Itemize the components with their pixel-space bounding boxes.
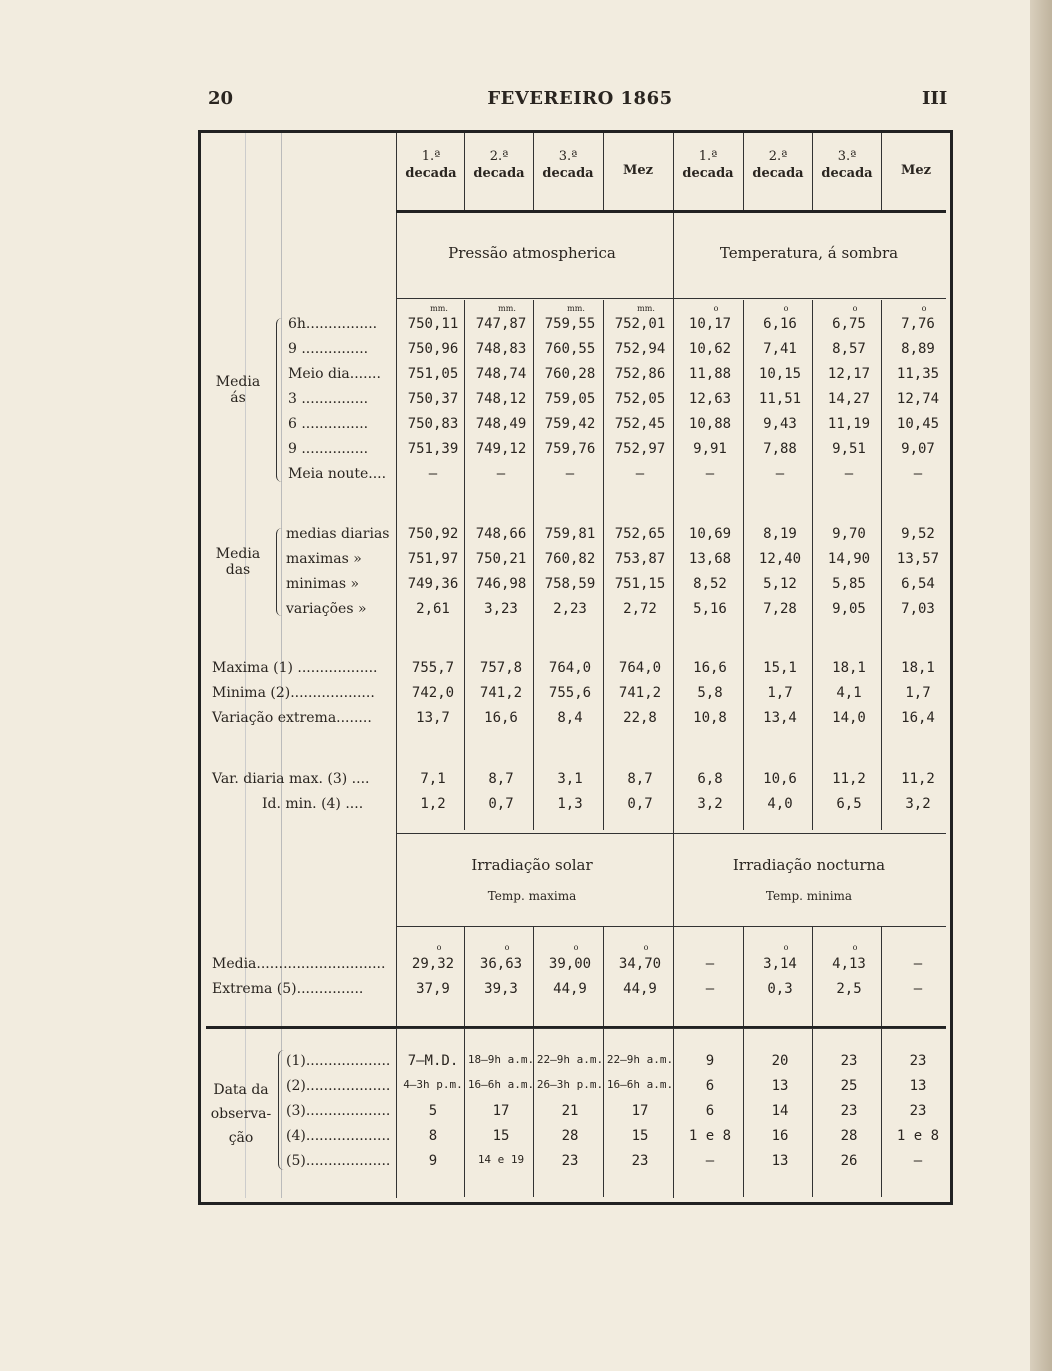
table-cell: 755,7 <box>411 660 455 676</box>
table-cell: 755,6 <box>548 685 592 701</box>
table-cell: 3,1 <box>557 771 583 787</box>
table-cell: 757,8 <box>479 660 523 676</box>
table-cell: 10,8 <box>693 710 727 726</box>
table-cell: 23 <box>840 1053 858 1069</box>
row-label: Extrema (5)............... <box>212 981 364 997</box>
table-cell: 6 <box>705 1078 715 1094</box>
table-cell: 13 <box>771 1078 789 1094</box>
table-cell: — <box>913 1153 923 1169</box>
table-cell: 18–9h a.m. <box>467 1053 535 1066</box>
table-cell: 2,72 <box>623 601 657 617</box>
row-label: 9 ............... <box>288 341 369 357</box>
table-cell: 751,05 <box>407 366 459 382</box>
table-cell: 21 <box>561 1103 579 1119</box>
table-cell: 10,15 <box>758 366 802 382</box>
section-rule <box>396 833 946 834</box>
row-label: 6h................ <box>288 316 378 332</box>
group-label: Media das <box>215 546 261 578</box>
table-cell: — <box>496 466 506 482</box>
table-cell: 9,05 <box>832 601 866 617</box>
unit-label: mm. <box>567 304 585 313</box>
page-title: FEVEREIRO 1865 <box>487 88 673 109</box>
table-cell: 11,51 <box>758 391 802 407</box>
table-cell: 5,85 <box>832 576 866 592</box>
table-cell: 13,57 <box>896 551 940 567</box>
unit-label: o <box>921 304 927 313</box>
row-label: minimas » <box>286 576 360 592</box>
table-cell: 10,88 <box>688 416 732 432</box>
table-cell: 11,35 <box>896 366 940 382</box>
section-rule <box>396 926 946 927</box>
table-cell: 7–M.D. <box>407 1053 459 1069</box>
row-label: Meia noute.... <box>288 466 387 482</box>
table-cell: 752,65 <box>614 526 666 542</box>
table-cell: 23 <box>561 1153 579 1169</box>
table-cell: 9 <box>428 1153 438 1169</box>
table-cell: 23 <box>909 1103 927 1119</box>
table-cell: 7,41 <box>763 341 797 357</box>
row-label: Var. diaria max. (3) .... <box>212 771 370 787</box>
table-cell: — <box>705 981 715 997</box>
table-cell: 14,27 <box>827 391 871 407</box>
row-label: (2)................... <box>286 1078 391 1094</box>
table-cell: 3,2 <box>697 796 723 812</box>
table-cell: 0,7 <box>627 796 653 812</box>
column-header: 2.ª decada <box>752 149 804 181</box>
row-label: (3)................... <box>286 1103 391 1119</box>
table-cell: 16–6h a.m. <box>467 1078 535 1091</box>
table-cell: 3,2 <box>905 796 931 812</box>
column-header: 2.ª decada <box>473 149 525 181</box>
table-cell: 16,6 <box>484 710 518 726</box>
table-cell: 10,62 <box>688 341 732 357</box>
table-cell: 8,19 <box>763 526 797 542</box>
table-cell: 4,0 <box>767 796 793 812</box>
table-cell: 8,7 <box>627 771 653 787</box>
section-number: III <box>922 88 948 109</box>
unit-label: mm. <box>637 304 655 313</box>
table-cell: 22–9h a.m. <box>606 1053 674 1066</box>
table-cell: 4–3h p.m. <box>403 1078 463 1091</box>
table-cell: 16 <box>771 1128 789 1144</box>
table-cell: 2,61 <box>416 601 450 617</box>
column-header: 1.ª decada <box>405 149 457 181</box>
table-cell: 5,8 <box>697 685 723 701</box>
table-cell: 39,00 <box>548 956 592 972</box>
table-cell: 751,15 <box>614 576 666 592</box>
table-cell: 3,23 <box>484 601 518 617</box>
table-cell: 14,90 <box>827 551 871 567</box>
table-cell: 6,75 <box>832 316 866 332</box>
table-cell: 11,88 <box>688 366 732 382</box>
table-cell: 12,17 <box>827 366 871 382</box>
table-cell: — <box>428 466 438 482</box>
table-cell: 9,43 <box>763 416 797 432</box>
unit-label: o <box>573 943 579 952</box>
group-header: Irradiação solar <box>471 856 593 874</box>
table-cell: 748,49 <box>475 416 527 432</box>
table-cell: 750,37 <box>407 391 459 407</box>
row-label: 6 ............... <box>288 416 369 432</box>
group-label: Data da observa- ção <box>210 1082 272 1146</box>
column-header: Mez <box>622 163 654 178</box>
table-cell: 12,63 <box>688 391 732 407</box>
table-cell: 760,28 <box>544 366 596 382</box>
table-cell: 10,45 <box>896 416 940 432</box>
unit-label: o <box>783 304 789 313</box>
table-cell: 752,94 <box>614 341 666 357</box>
table-cell: 17 <box>631 1103 649 1119</box>
group-label: Media ás <box>215 374 261 406</box>
section-rule <box>396 1028 946 1029</box>
table-cell: 23 <box>909 1053 927 1069</box>
group-header: Temperatura, á sombra <box>719 244 899 262</box>
table-cell: 750,92 <box>407 526 459 542</box>
table-cell: 16,4 <box>901 710 935 726</box>
table-cell: 741,2 <box>618 685 662 701</box>
row-label: 3 ............... <box>288 391 369 407</box>
table-cell: 7,76 <box>901 316 935 332</box>
unit-label: o <box>852 304 858 313</box>
table-cell: 753,87 <box>614 551 666 567</box>
page-edge <box>1030 0 1052 1371</box>
table-cell: 39,3 <box>484 981 518 997</box>
unit-label: o <box>436 943 442 952</box>
table-cell: 749,36 <box>407 576 459 592</box>
row-label: Media............................. <box>212 956 386 972</box>
table-cell: 0,7 <box>488 796 514 812</box>
table-cell: 748,12 <box>475 391 527 407</box>
table-cell: 9,51 <box>832 441 866 457</box>
column-header: Mez <box>900 163 932 178</box>
table-cell: 748,66 <box>475 526 527 542</box>
column-header: 3.ª decada <box>542 149 594 181</box>
table-cell: 750,83 <box>407 416 459 432</box>
table-cell: 10,69 <box>688 526 732 542</box>
table-cell: 750,21 <box>475 551 527 567</box>
table-cell: 11,2 <box>832 771 866 787</box>
row-label: Minima (2)................... <box>212 685 375 701</box>
table-cell: 5 <box>428 1103 438 1119</box>
unit-label: o <box>783 943 789 952</box>
table-cell: 12,40 <box>758 551 802 567</box>
table-cell: 6 <box>705 1103 715 1119</box>
table-cell: 4,13 <box>832 956 866 972</box>
table-cell: 18,1 <box>832 660 866 676</box>
row-label: 9 ............... <box>288 441 369 457</box>
table-cell: — <box>913 981 923 997</box>
table-cell: 8,52 <box>693 576 727 592</box>
table-cell: 5,12 <box>763 576 797 592</box>
unit-label: mm. <box>430 304 448 313</box>
table-cell: 748,83 <box>475 341 527 357</box>
table-cell: 741,2 <box>479 685 523 701</box>
table-cell: — <box>635 466 645 482</box>
table-cell: 749,12 <box>475 441 527 457</box>
table-cell: 750,11 <box>407 316 459 332</box>
table-cell: 7,1 <box>420 771 446 787</box>
table-cell: 9 <box>705 1053 715 1069</box>
table-cell: 15 <box>631 1128 649 1144</box>
table-cell: 10,17 <box>688 316 732 332</box>
unit-label: o <box>504 943 510 952</box>
table-cell: 26 <box>840 1153 858 1169</box>
table-cell: 6,8 <box>697 771 723 787</box>
table-cell: 12,74 <box>896 391 940 407</box>
table-cell: 751,39 <box>407 441 459 457</box>
table-cell: 11,19 <box>827 416 871 432</box>
row-label: maximas » <box>286 551 362 567</box>
table-cell: 16,6 <box>693 660 727 676</box>
table-cell: 1,2 <box>420 796 446 812</box>
table-cell: 14 e 19 <box>477 1153 525 1166</box>
table-cell: 8,57 <box>832 341 866 357</box>
table-cell: 759,76 <box>544 441 596 457</box>
table-cell: 37,9 <box>416 981 450 997</box>
table-cell: 1,7 <box>767 685 793 701</box>
table-cell: 750,96 <box>407 341 459 357</box>
table-cell: 9,70 <box>832 526 866 542</box>
table-cell: 5,16 <box>693 601 727 617</box>
brace-bracket <box>276 318 285 482</box>
unit-label: mm. <box>498 304 516 313</box>
table-cell: 13 <box>771 1153 789 1169</box>
table-cell: 7,03 <box>901 601 935 617</box>
table-cell: 4,1 <box>836 685 862 701</box>
table-cell: 746,98 <box>475 576 527 592</box>
table-cell: 759,55 <box>544 316 596 332</box>
table-cell: 2,5 <box>836 981 862 997</box>
table-cell: 8,7 <box>488 771 514 787</box>
table-cell: 8 <box>428 1128 438 1144</box>
table-cell: 0,3 <box>767 981 793 997</box>
table-cell: 34,70 <box>618 956 662 972</box>
table-cell: 29,32 <box>411 956 455 972</box>
table-cell: 764,0 <box>548 660 592 676</box>
table-cell: 14,0 <box>832 710 866 726</box>
table-cell: 23 <box>631 1153 649 1169</box>
row-label: Variação extrema........ <box>212 710 372 726</box>
page-header <box>0 88 1030 112</box>
table-cell: 9,91 <box>693 441 727 457</box>
table-cell: 751,97 <box>407 551 459 567</box>
table-cell: 764,0 <box>618 660 662 676</box>
table-cell: 6,16 <box>763 316 797 332</box>
table-cell: 26–3h p.m. <box>536 1078 604 1091</box>
column-rule <box>396 133 397 1198</box>
column-header: 1.ª decada <box>682 149 734 181</box>
table-cell: 760,82 <box>544 551 596 567</box>
table-cell: 6,54 <box>901 576 935 592</box>
unit-label: o <box>713 304 719 313</box>
table-cell: 28 <box>840 1128 858 1144</box>
table-cell: 748,74 <box>475 366 527 382</box>
table-cell: 17 <box>492 1103 510 1119</box>
table-cell: 18,1 <box>901 660 935 676</box>
table-cell: 8,89 <box>901 341 935 357</box>
table-cell: 6,5 <box>836 796 862 812</box>
table-cell: — <box>705 956 715 972</box>
table-cell: — <box>913 956 923 972</box>
group-header: Irradiação nocturna <box>732 856 886 874</box>
table-cell: 36,63 <box>479 956 523 972</box>
table-cell: 752,45 <box>614 416 666 432</box>
table-cell: 1 e 8 <box>688 1128 732 1144</box>
table-cell: 752,01 <box>614 316 666 332</box>
table-cell: 752,97 <box>614 441 666 457</box>
table-cell: 752,05 <box>614 391 666 407</box>
row-label: Id. min. (4) .... <box>262 796 364 812</box>
row-label: medias diarias <box>286 526 390 542</box>
table-cell: 22,8 <box>623 710 657 726</box>
table-cell: 28 <box>561 1128 579 1144</box>
table-cell: 1 e 8 <box>896 1128 940 1144</box>
table-cell: 9,52 <box>901 526 935 542</box>
table-cell: 15 <box>492 1128 510 1144</box>
group-subheader: Temp. maxima <box>487 889 577 903</box>
table-cell: 13 <box>909 1078 927 1094</box>
table-cell: 11,2 <box>901 771 935 787</box>
data-table <box>198 130 953 1205</box>
table-cell: — <box>565 466 575 482</box>
row-label: variações » <box>286 601 367 617</box>
row-label: (5)................... <box>286 1153 391 1169</box>
table-cell: 758,59 <box>544 576 596 592</box>
table-cell: 742,0 <box>411 685 455 701</box>
row-label: Meio dia....... <box>288 366 381 382</box>
table-cell: 16–6h a.m. <box>606 1078 674 1091</box>
table-cell: 760,55 <box>544 341 596 357</box>
table-cell: 20 <box>771 1053 789 1069</box>
table-cell: 9,07 <box>901 441 935 457</box>
row-label: (1)................... <box>286 1053 391 1069</box>
table-cell: 13,4 <box>763 710 797 726</box>
table-cell: 13,68 <box>688 551 732 567</box>
table-cell: 2,23 <box>553 601 587 617</box>
table-cell: 759,42 <box>544 416 596 432</box>
table-cell: 8,4 <box>557 710 583 726</box>
unit-label: o <box>852 943 858 952</box>
table-cell: 10,6 <box>763 771 797 787</box>
table-cell: 13,7 <box>416 710 450 726</box>
table-cell: 23 <box>840 1103 858 1119</box>
table-cell: 7,28 <box>763 601 797 617</box>
table-cell: 14 <box>771 1103 789 1119</box>
table-cell: 44,9 <box>623 981 657 997</box>
row-label: Maxima (1) .................. <box>212 660 378 676</box>
table-cell: 22–9h a.m. <box>536 1053 604 1066</box>
table-cell: 759,81 <box>544 526 596 542</box>
unit-label: o <box>643 943 649 952</box>
table-cell: — <box>705 466 715 482</box>
row-label: (4)................... <box>286 1128 391 1144</box>
table-cell: 25 <box>840 1078 858 1094</box>
table-cell: — <box>913 466 923 482</box>
table-cell: — <box>844 466 854 482</box>
column-header: 3.ª decada <box>821 149 873 181</box>
table-cell: 44,9 <box>553 981 587 997</box>
group-subheader: Temp. minima <box>765 889 853 903</box>
table-cell: 15,1 <box>763 660 797 676</box>
table-cell: 1,3 <box>557 796 583 812</box>
group-rule <box>396 298 946 299</box>
table-cell: — <box>705 1153 715 1169</box>
table-cell: 1,7 <box>905 685 931 701</box>
table-cell: — <box>775 466 785 482</box>
table-cell: 747,87 <box>475 316 527 332</box>
table-cell: 752,86 <box>614 366 666 382</box>
brace-bracket <box>276 528 285 616</box>
table-cell: 759,05 <box>544 391 596 407</box>
table-cell: 3,14 <box>763 956 797 972</box>
table-cell: 7,88 <box>763 441 797 457</box>
group-header: Pressão atmospherica <box>448 244 616 262</box>
page-number: 20 <box>208 88 234 109</box>
header-rule <box>396 210 946 213</box>
